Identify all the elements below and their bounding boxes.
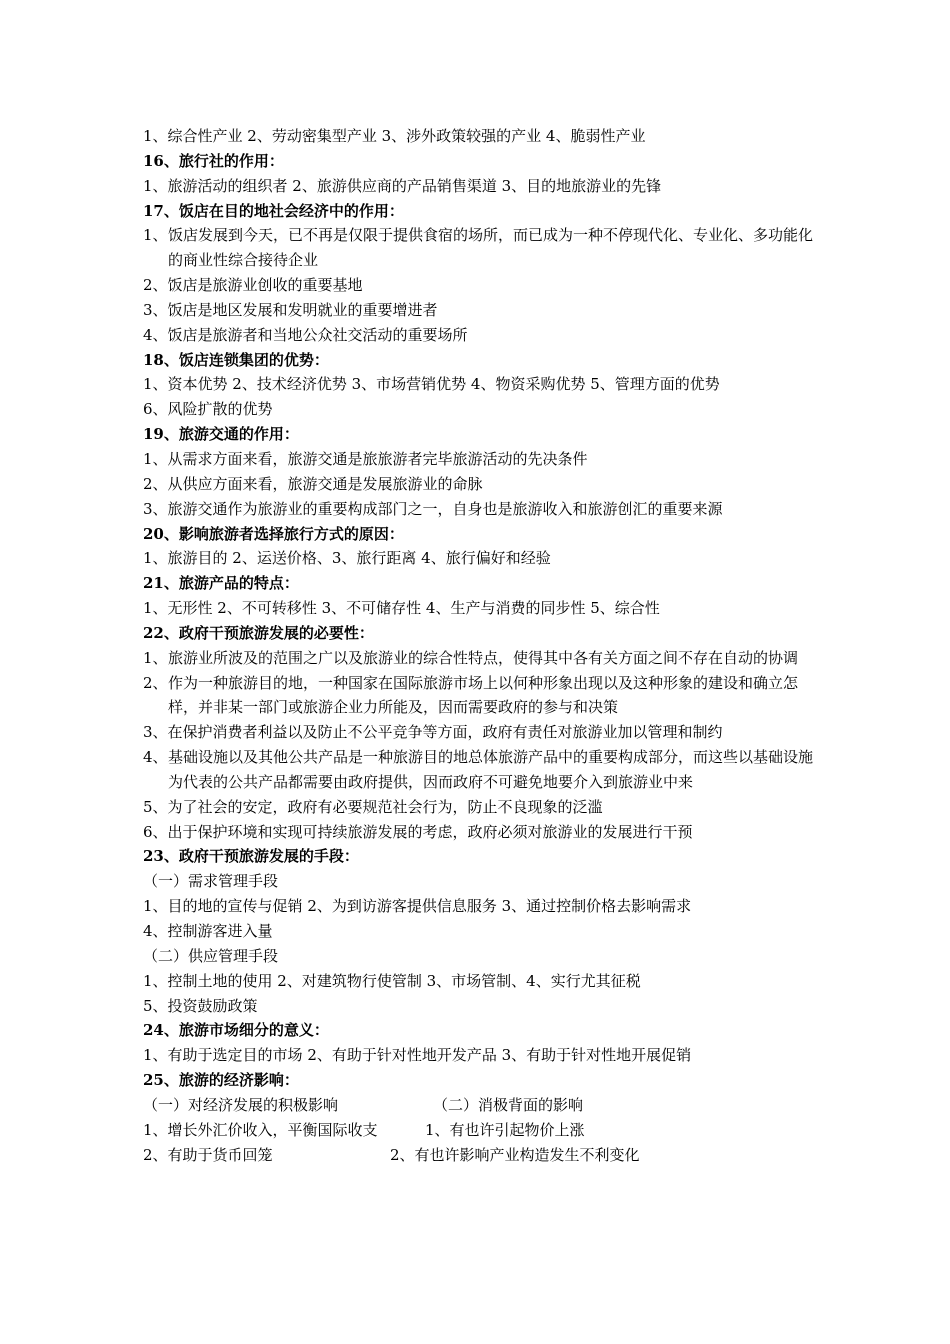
section-heading: 21、旅游产品的特点： [143, 574, 299, 593]
text-line: 4、饭店是旅游者和当地公众社交活动的重要场所 [143, 325, 468, 344]
text-line: 1、资本优势 2、技术经济优势 3、市场营销优势 4、物资采购优势 5、管理方面的优势 [143, 375, 720, 394]
list-item [143, 646, 823, 671]
section-heading: 22、政府干预旅游发展的必要性： [143, 623, 374, 642]
list-item [143, 671, 823, 721]
section-heading: 24、旅游市场细分的意义： [143, 1021, 329, 1040]
text-line: 3、旅游交通作为旅游业的重要构成部门之一，自身也是旅游收入和旅游创汇的重要来源 [143, 499, 723, 518]
text-line: 6、风险扩散的优势 [143, 400, 273, 419]
text-line: 1、旅游目的 2、运送价格、3、旅行距离 4、旅行偏好和经验 [143, 549, 551, 568]
text-line: 1、目的地的宣传与促销 2、为到访游客提供信息服务 3、通过控制价格去影响需求 [143, 897, 692, 916]
column-right-text: 2、有也许影响产业构造发生不利变化 [390, 1145, 640, 1164]
section-heading: 20、影响旅游者选择旅行方式的原因： [143, 524, 404, 543]
text-line: 1、有助于选定目的市场 2、有助于针对性地开发产品 3、有助于针对性地开展促销 [143, 1046, 692, 1065]
list-item-text: 旅游业所波及的范围之广以及旅游业的综合性特点，使得其中各有关方面之间不存在自动的协调 [168, 648, 799, 667]
list-item-number: 2、 [143, 673, 168, 692]
text-line: 5、为了社会的安定，政府有必要规范社会行为，防止不良现象的泛滥 [143, 797, 603, 816]
text-line: 4、控制游客进入量 [143, 922, 273, 940]
text-line: 3、在保护消费者利益以及防止不公平竞争等方面，政府有责任对旅游业加以管理和制约 [143, 723, 723, 742]
text-line: 2、饭店是旅游业创收的重要基地 [143, 276, 363, 295]
two-column-row [143, 1093, 823, 1118]
text-line: 5、投资鼓励政策 [143, 996, 258, 1015]
document-body [143, 124, 823, 1167]
text-line: 1、综合性产业 2、劳动密集型产业 3、涉外政策较强的产业 4、脆弱性产业 [143, 127, 646, 145]
column-left-text: （一）对经济发展的积极影响 [143, 1095, 339, 1114]
list-item-number: 1、 [143, 226, 168, 245]
text-line: 1、旅游活动的组织者 2、旅游供应商的产品销售渠道 3、目的地旅游业的先锋 [143, 176, 662, 195]
section-heading: 23、政府干预旅游发展的手段： [143, 847, 359, 866]
text-line: 3、饭店是地区发展和发明就业的重要增进者 [143, 300, 438, 319]
section-heading: 16、旅行社的作用： [143, 151, 284, 170]
list-item-number: 4、 [143, 748, 168, 767]
list-item [143, 745, 823, 795]
column-left-text: 2、有助于货币回笼 [143, 1145, 273, 1164]
text-line: 1、控制土地的使用 2、对建筑物行使管制 3、市场管制、4、实行尤其征税 [143, 971, 641, 990]
text-line: 2、从供应方面来看，旅游交通是发展旅游业的命脉 [143, 474, 483, 493]
column-left-text: 1、增长外汇价收入，平衡国际收支 [143, 1120, 378, 1139]
list-item-text: 基础设施以及其他公共产品是一种旅游目的地总体旅游产品中的重要构成部分，而这些以基础设施为代表的公共产品都需要由政府提供，因而政府不可避免地要介入到旅游业中来 [168, 748, 814, 791]
text-line: 6、出于保护环境和实现可持续旅游发展的考虑，政府必须对旅游业的发展进行干预 [143, 822, 693, 841]
two-column-row [143, 1143, 823, 1168]
list-item [143, 223, 823, 273]
text-line: 1、无形性 2、不可转移性 3、不可储存性 4、生产与消费的同步性 5、综合性 [143, 599, 660, 618]
section-heading: 25、旅游的经济影响： [143, 1071, 299, 1090]
text-line: 1、从需求方面来看，旅游交通是旅旅游者完毕旅游活动的先决条件 [143, 449, 588, 468]
section-heading: 19、旅游交通的作用： [143, 425, 299, 444]
list-item-number: 1、 [143, 648, 168, 667]
list-item-text: 作为一种旅游目的地，一种国家在国际旅游市场上以何种形象出现以及这种形象的建设和确立怎样，并非某一部门或旅游企业力所能及，因而需要政府的参与和决策 [168, 673, 799, 717]
list-item-text: 饭店发展到今天，已不再是仅限于提供食宿的场所，而已成为一种不停现代化、专业化、多功能化的商业性综合接待企业 [168, 226, 814, 270]
column-right-text: 1、有也许引起物价上涨 [425, 1120, 585, 1139]
text-line: （二）供应管理手段 [143, 946, 279, 965]
two-column-row [143, 1118, 823, 1143]
section-heading: 17、饭店在目的地社会经济中的作用： [143, 201, 404, 220]
text-line: （一）需求管理手段 [143, 872, 279, 891]
section-heading: 18、饭店连锁集团的优势： [143, 350, 329, 369]
column-right-text: （二）消极背面的影响 [433, 1095, 584, 1114]
